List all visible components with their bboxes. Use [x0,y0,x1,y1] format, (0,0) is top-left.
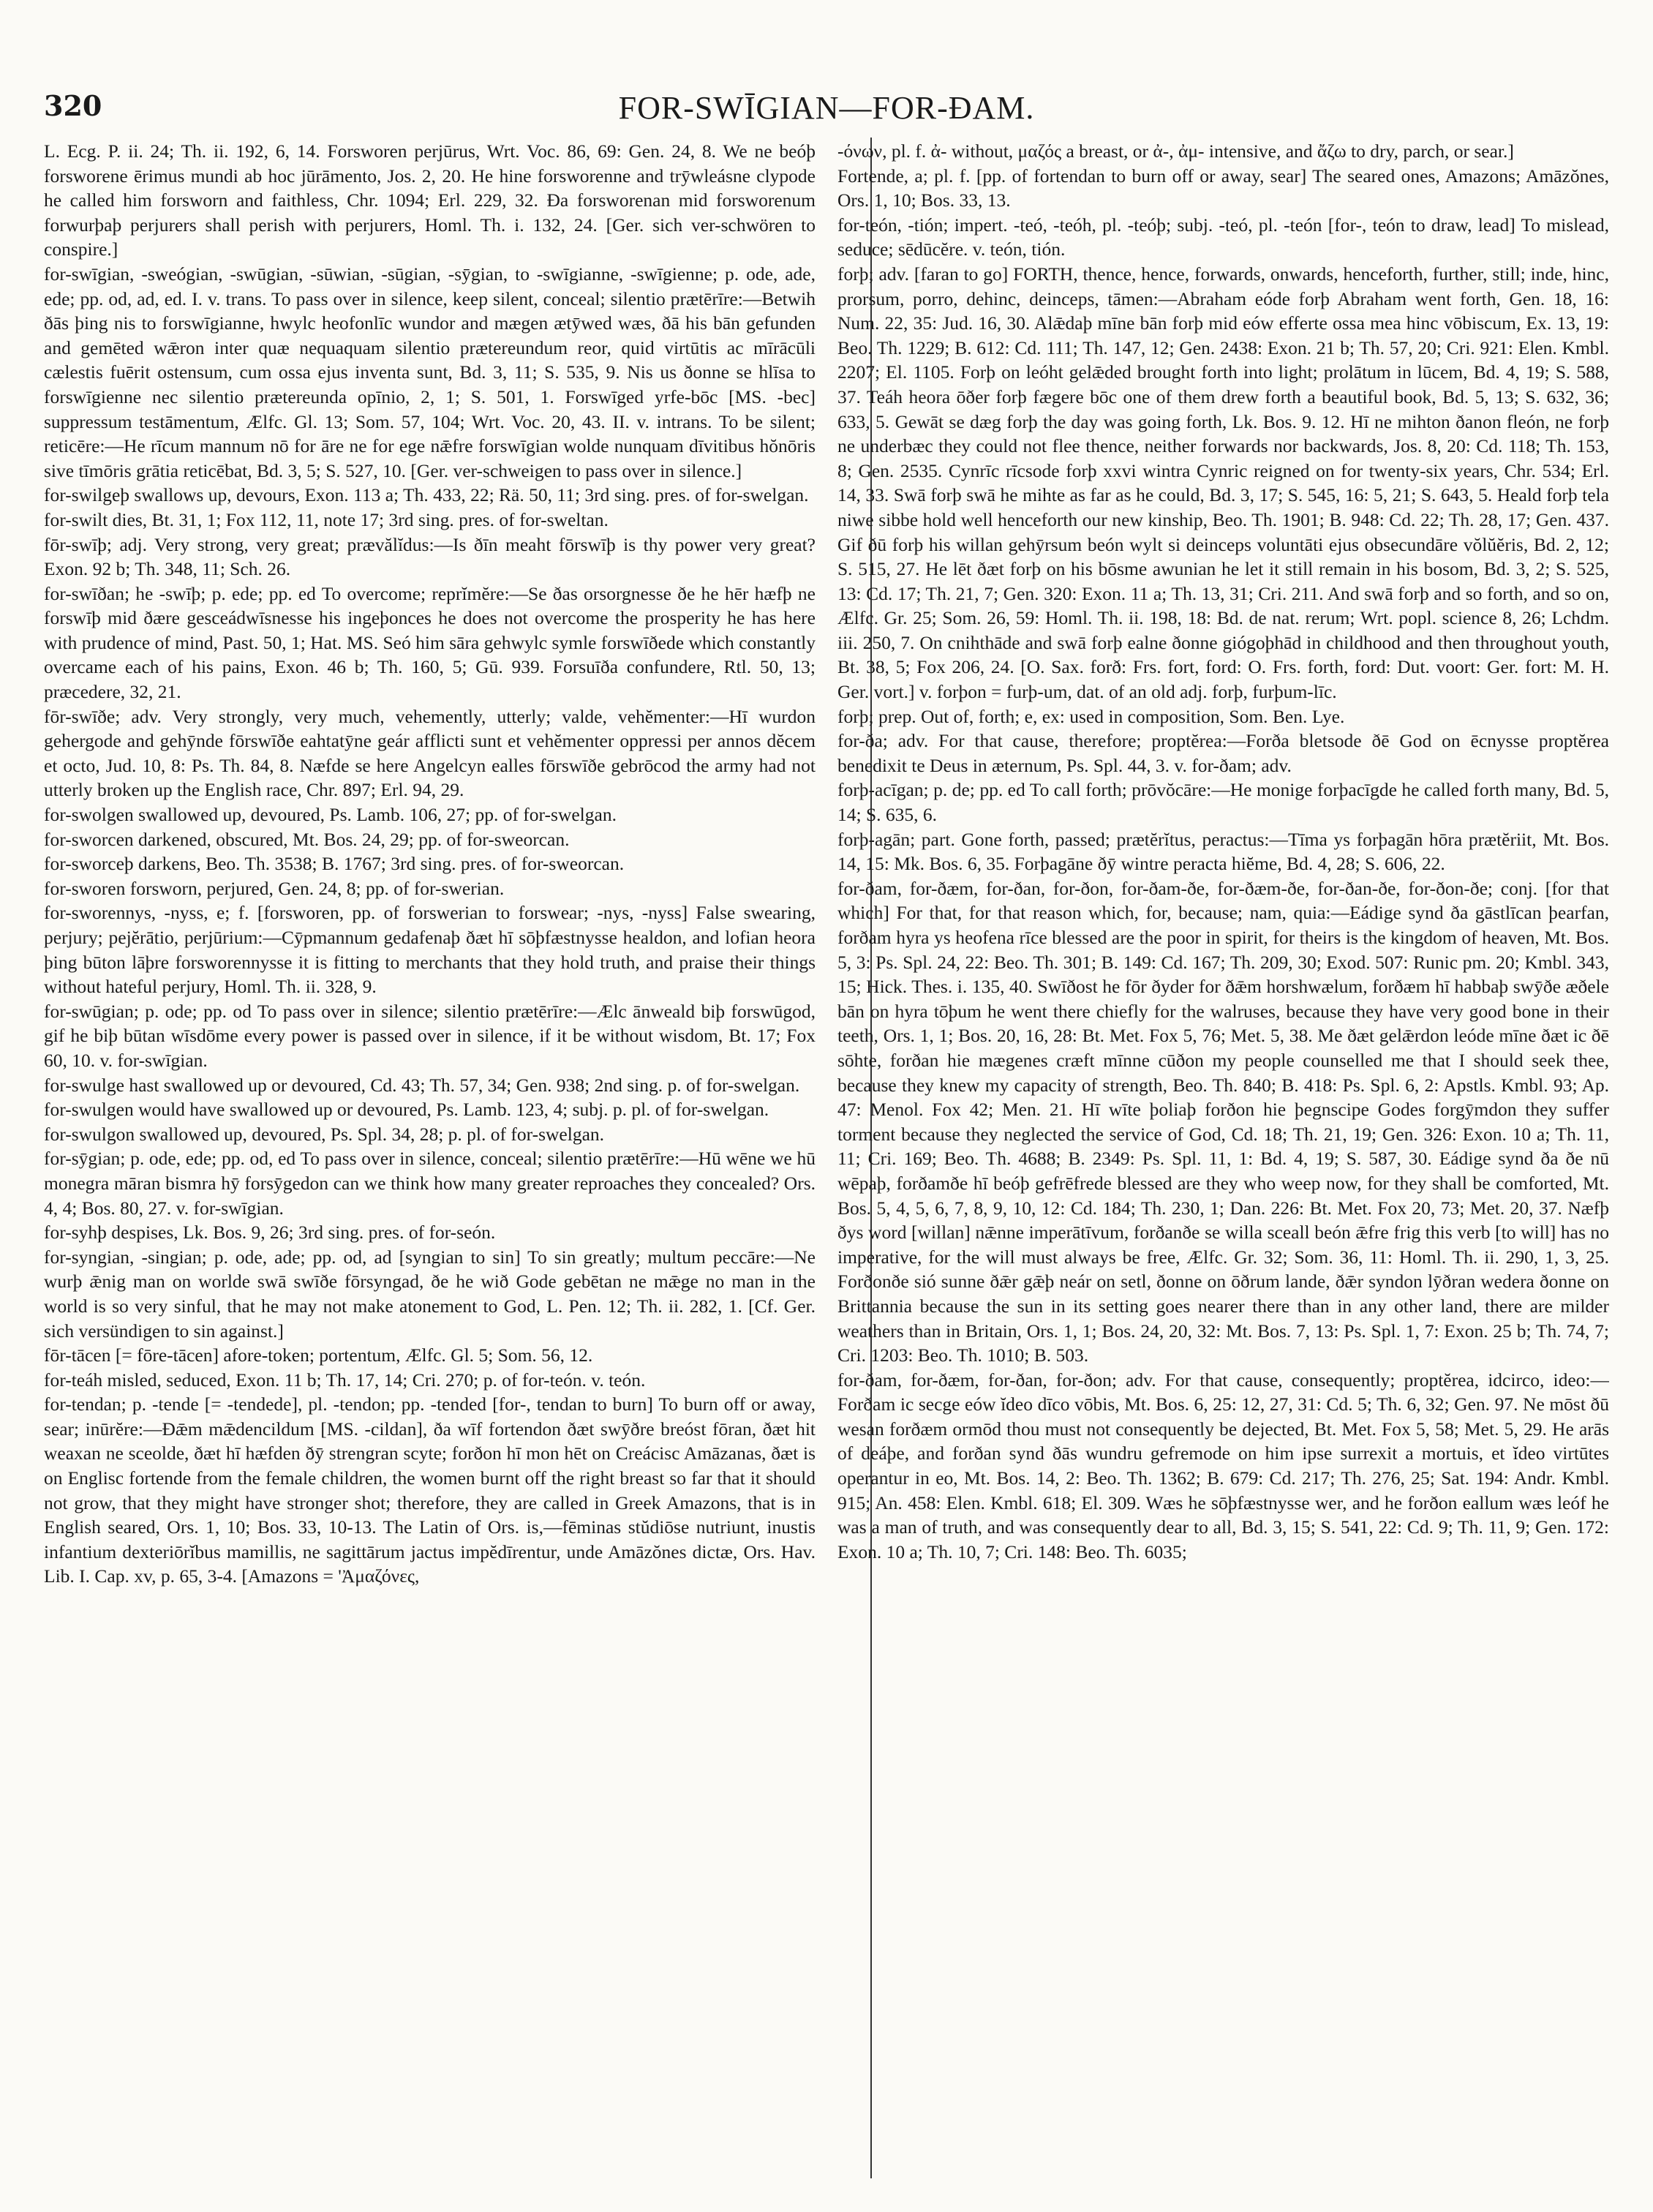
dictionary-entry: for-sȳgian; p. ode, ede; pp. od, ed To pass over in silence, conceal; silentio prætērīre:—Hū wēne we hū monegra māran bismra hȳ forsȳgedon can we think how many greater reproaches they concealed? Ors. 4, 4; Bos. 80, 27. v. for-swīgian. [44,1148,816,1219]
dictionary-entry: for-swolgen swallowed up, devoured, Ps. Lamb. 106, 27; pp. of for-swelgan. [44,804,617,826]
page-header [44,89,1609,133]
dictionary-entry: for-tendan; p. -tende [= -tendede], pl. -tendon; pp. -tended [for-, tendan to burn] To burn off or away, sear; inūrĕre:—Ðǣm mǣdencildum [MS. -cildan], ða wīf fortendon ðæt swȳðre breóst fōran, ðæt hit weaxan ne sceolde, ðæt hī hæfden ðȳ strengran scyte; forðon hī mon hēt on Creácisc Amāzanas, ðæt is on Englisc fortende from the female children, the women burnt off the right breast so far that it should not grow, that they might have stronger shot; therefore, they are called in Greek Amazons, that is in English seared, Ors. 1, 10; Bos. 33, 10-13. The Latin of Ors. is,—fēminas stŭdiōse nutriunt, inustis infantium dexteriōrĭbus mamillis, ne sagittārum jactus impĕdīrentur, unde Amāzŏnes dictæ, Ors. Hav. Lib. I. Cap. xv, p. 65, 3-4. [Amazons = 'Ἀμαζόνες, [44,1393,816,1587]
dictionary-entry: for-swīgian, -sweógian, -swūgian, -sūwian, -sūgian, -sȳgian, to -swīgianne, -swīgienne; p. ode, ade, ede; pp. od, ad, ed. I. v. trans. To pass over in silence, keep silent, conceal; silentio prætērīre:—Betwih ðās þing nis to forswīgianne, hwylc heofonlīc wundor and mægen ætȳwed wæs, ðā his bān gefunden and gemēted wǣron inter quæ nequaquam silentio prætereundum reor, quid virtūtis ac mīrācūli cælestis fuērit ostensum, cum ossa ejus inventa sunt, Bd. 3, 11; S. 535, 9. Nis us ðonne se hlīsa to forswīgienne nec silentio prætereunda opīnio, 2, 1; S. 501, 1. Forswīged yrfe-bōc [MS. -bec] suppressum testāmentum, Ælfc. Gl. 13; Som. 57, 104; Wrt. Voc. 20, 43. II. v. intrans. To be silent; reticēre:—He rīcum mannum nō for āre ne for ege nǣfre forswīgian wolde nunquam dīvitibus hŏnōris sive tīmōris grātia reticēbat, Bd. 3, 5; S. 527, 10. [Ger. ver-schweigen to pass over in silence.] [44,263,816,481]
dictionary-entry: for-swulgon swallowed up, devoured, Ps. Spl. 34, 28; p. pl. of for-swelgan. [44,1123,605,1145]
dictionary-entry: for-sworen forsworn, perjured, Gen. 24, 8; pp. of for-swerian. [44,877,505,899]
dictionary-entry: for-ða; adv. For that cause, therefore; proptĕrea:—Forða bletsode ðē God on ēcnysse proptĕrea benedixit te Deus in æternum, Ps. Spl. 44, 3. v. for-ðam; adv. [837,730,1609,776]
dictionary-entry: for-swīðan; he -swīþ; p. ede; pp. ed To overcome; reprĭmĕre:—Se ðas orsorgnesse ðe he hēr hæfþ ne forswīþ mid ðære gesceádwīsnesse his ingeþonces he does not overcome the prosperity he has here with prudence of mind, Past. 50, 1; Hat. MS. Seó him sāra gehwylc symle forswīðede which constantly overcame each of his pains, Exon. 46 b; Th. 160, 5; Gū. 939. Forsuīða confundere, Rtl. 50, 13; præcedere, 32, 21. [44,582,816,703]
dictionary-entry: fōr-tācen [= fōre-tācen] afore-token; portentum, Ælfc. Gl. 5; Som. 56, 12. [44,1344,593,1366]
dictionary-entry: Fortende, a; pl. f. [pp. of fortendan to burn off or away, sear] The seared ones, Amazons; Amāzŏnes, Ors. 1, 10; Bos. 33, 13. [837,165,1609,211]
dictionary-entry: forþ; prep. Out of, forth; e, ex: used in composition, Som. Ben. Lye. [837,705,1345,727]
dictionary-entry: forþ; adv. [faran to go] FORTH, thence, hence, forwards, onwards, henceforth, further, still; inde, hinc, prorsum, porro, dehinc, deinceps, tāmen:—Abraham eóde forþ Abraham went forth, Gen. 18, 16: Num. 22, 35: Jud. 16, 30. Alǣdaþ mīne bān forþ mid eów efferte ossa mea hinc vōbiscum, Ex. 13, 19: Beo. Th. 1229; B. 612: Cd. 111; Th. 147, 12; Gen. 2438: Exon. 21 b; Th. 57, 20; Cri. 921: Elen. Kmbl. 2207; El. 1105. Forþ on leóht gelǣded brought forth into light; prolātum in lūcem, Bd. 4, 19; S. 588, 37. Teáh heora ōðer forþ fægere bōc one of them drew forth a beautiful book, Bd. 5, 13; S. 632, 36; 633, 5. Gewāt se dæg forþ the day was going forth, Lk. Bos. 9. 12. Hī ne mihton ðanon fleón, ne forþ ne underbæc they could not flee thence, neither forwards nor backwards, Jos. 8, 20: Cd. 118; Th. 153, 8; Gen. 2535. Cynrīc rīcsode forþ xxvi wintra Cynric reigned on for twenty-six years, Chr. 534; Erl. 14, 33. Swā forþ swā he mihte as far as he could, Bd. 3, 17; S. 545, 16: 5, 21; S. 643, 5. Heald forþ tela niwe sibbe hold well henceforth our new kinship, Beo. Th. 1901; B. 948: Cd. 22; Th. 28, 17; Gen. 437. Gif ðū forþ his willan gehȳrsum beón wylt si deinceps voluntāti ejus obsecundāre vŏlŭĕris, Bd. 2, 12; S. 515, 27. He lēt ðæt forþ on his bōsme awunian he let it still remain in his bosom, Bd. 3, 2; S. 525, 13: Cd. 17; Th. 21, 7; Gen. 320: Exon. 11 a; Th. 13, 31; Cri. 211. And swā forþ and so forth, and so on, Ælfc. Gr. 25; Som. 26, 59: Homl. Th. ii. 198, 18: Bd. de nat. rerum; Wrt. popl. science 8, 26; Lchdm. iii. 250, 7. On cnihthāde and swā forþ ealne ðonne giógoþhād in childhood and then throughout youth, Bt. 38, 5; Fox 206, 24. [O. Sax. forð: Frs. fort, ford: O. Frs. forth, ford: Dut. voort: Ger. fort: M. H. Ger. vort.] v. forþon = furþ-um, dat. of an old adj. forþ, furþum-līc. [837,263,1609,703]
dictionary-entry: for-swūgian; p. ode; pp. od To pass over in silence; silentio prætērīre:—Ælc ānweald biþ forswūgod, gif he biþ būtan wīsdōme every power is passed over in silence, if it be without wisdom, Bt. 17; Fox 60, 10. v. for-swīgian. [44,1000,816,1071]
dictionary-entry: fōr-swīðe; adv. Very strongly, very much, vehemently, utterly; valde, vehĕmenter:—Hī wurdon gehergode and gehȳnde fōrswīðe eahtatȳne geár afflicti sunt et vehĕmenter oppressi per annos dĕcem et octo, Jud. 10, 8: Ps. Th. 84, 8. Næfde se here Angelcyn ealles fōrswīðe gebrōcod the army had not utterly broken up the English race, Chr. 897; Erl. 94, 29. [44,705,816,801]
dictionary-entry: for-teón, -tión; impert. -teó, -teóh, pl. -teóþ; subj. -teó, pl. -teón [for-, teón to draw, lead] To mislead, seduce; sēdūcĕre. v. teón, tión. [837,214,1609,260]
dictionary-entry: for-sworcen darkened, obscured, Mt. Bos. 24, 29; pp. of for-sweorcan. [44,828,570,850]
dictionary-entry: forþ-agān; part. Gone forth, passed; prætĕrĭtus, peractus:—Tīma ys forþagān hōra prætĕriit, Mt. Bos. 14, 15: Mk. Bos. 6, 35. Forþagāne ðȳ wintre peracta hiĕme, Bd. 4, 28; S. 606, 22. [837,828,1609,875]
right-column [837,139,1609,2180]
dictionary-entry: for-swulgen would have swallowed up or devoured, Ps. Lamb. 123, 4; subj. p. pl. of for-swelgan. [44,1099,769,1121]
left-column [44,139,816,2180]
dictionary-entry: fōr-swīþ; adj. Very strong, very great; prævălĭdus:—Is ðīn meaht fōrswīþ is thy power very great? Exon. 92 b; Th. 348, 11; Sch. 26. [44,533,816,580]
dictionary-entry: for-syngian, -singian; p. ode, ade; pp. od, ad [syngian to sin] To sin greatly; multum peccāre:—Ne wurþ ǣnig man on worlde swā swīðe fōrsyngad, ðe he wið Gode gebētan ne mǣge no man in the world is so very sinful, that he may not make atonement to God, L. Pen. 12; Th. ii. 282, 1. [Cf. Ger. sich versündigen to sin against.] [44,1246,816,1342]
dictionary-entry: for-sworceþ darkens, Beo. Th. 3538; B. 1767; 3rd sing. pres. of for-sweorcan. [44,853,625,875]
dictionary-entry: L. Ecg. P. ii. 24; Th. ii. 192, 6, 14. Forsworen perjūrus, Wrt. Voc. 86, 69: Gen. 24, 8. We ne beóþ forsworene ērimus mundi ab hoc jūrāmento, Jos. 2, 20. He hine forsworenne and trȳwleásne clypode he called him forsworn and faithless, Chr. 1094; Erl. 229, 32. Ða forsworenan mid forsworenum forwurþaþ perjurers shall perish with perjurers, Homl. Th. i. 132, 24. [Ger. sich ver-schwören to conspire.] [44,140,816,260]
dictionary-entry: for-swilt dies, Bt. 31, 1; Fox 112, 11, note 17; 3rd sing. pres. of for-sweltan. [44,508,609,530]
dictionary-entry: for-teáh misled, seduced, Exon. 11 b; Th. 17, 14; Cri. 270; p. of for-teón. v. teón. [44,1369,646,1391]
dictionary-entry: for-syhþ despises, Lk. Bos. 9, 26; 3rd sing. pres. of for-seón. [44,1222,496,1244]
page-number: 320 [44,89,102,122]
dictionary-entry: for-ðam, for-ðæm, for-ðan, for-ðon; adv. For that cause, consequently; proptĕrea, idcirco, ideo:—Forðam ic secge eów ĭdeo dīco vōbis, Mt. Bos. 6, 25: 12, 27, 31: Cd. 5; Th. 6, 32; Gen. 97. Ne mōst ðū wesan forðæm ormōd thou must not consequently be dejected, Bt. Met. Fox 5, 58; Met. 5, 29. He arās of deáþe, and forðan synd ðās wundru gefremode on him ipse surrexit a mortuis, et ĭdeo virtūtes operantur in eo, Mt. Bos. 14, 2: Beo. Th. 1362; B. 679: Cd. 217; Th. 276, 25; Sat. 194: Andr. Kmbl. 915; An. 458: Elen. Kmbl. 618; El. 309. Wæs he sōþfæstnysse wer, and he forðon eallum wæs leóf he was a man of truth, and was consequently dear to all, Bd. 3, 15; S. 541, 22: Cd. 9; Th. 11, 9; Gen. 172: Exon. 10 a; Th. 10, 7; Cri. 148: Beo. Th. 6035; [837,1369,1609,1562]
running-head: FOR-SWĪGIAN—FOR-ÐAM. [618,90,1035,126]
dictionary-columns [44,139,1609,2180]
dictionary-entry: for-swilgeþ swallows up, devours, Exon. 113 a; Th. 433, 22; Rä. 50, 11; 3rd sing. pres. of for-swelgan. [44,484,809,506]
dictionary-entry: forþ-acīgan; p. de; pp. ed To call forth; prōvŏcāre:—He monige forþacīgde he called forth many, Bd. 5, 14; S. 635, 6. [837,779,1609,826]
dictionary-entry: -όνων, pl. f. ἀ- without, μαζός a breast, or ἀ-, ἀμ- intensive, and ἄζω to dry, parch, or sear.] [837,140,1514,162]
dictionary-entry: for-ðam, for-ðæm, for-ðan, for-ðon, for-ðam-ðe, for-ðæm-ðe, for-ðan-ðe, for-ðon-ðe; conj. [for that which] For that, for that reason which, for, because; nam, quia:—Eádige synd ða gāstlīcan þearfan, forðam hyra ys heofena rīce blessed are the poor in spirit, for theirs is the kingdom of heaven, Mt. Bos. 5, 3: Ps. Spl. 24, 22: Beo. Th. 301; B. 149: Cd. 167; Th. 209, 30; Exod. 507: Runic pm. 20; Kmbl. 343, 15; Hick. Thes. i. 135, 40. Swīðost he fōr ðyder for ðǣm horshwælum, forðæm hī habbaþ swȳðe æðele bān on hyra tōþum he went there chiefly for the walruses, because they have very good bone in their teeth, Ors. 1, 1; Bos. 20, 16, 28: Bt. Met. Fox 5, 76; Met. 5, 38. Me ðæt gelǣrdon leóde mīne ðæt ic ðē sōhte, forðan hie mægenes cræft mīnne cūðon my people counselled me that I should seek thee, because they knew my capacity of strength, Beo. Th. 840; B. 418: Ps. Spl. 6, 2: Apstls. Kmbl. 93; Ap. 47: Menol. Fox 42; Men. 21. Hī wīte þoliaþ forðon hie þegnscipe Godes forgȳmdon they suffer torment because they neglected the service of God, Cd. 18; Th. 21, 19; Gen. 326: Exon. 10 a; Th. 11, 11; Cri. 169; Beo. Th. 4688; B. 2349: Ps. Spl. 11, 1: Bd. 4, 19; S. 587, 30. Eádige synd ða ðe nū wēpaþ, forðamðe hī beóþ gefrēfrede blessed are they who weep now, for they shall be comforted, Mt. Bos. 5, 4, 5, 6, 7, 8, 9, 10, 12: Cd. 184; Th. 230, 1; Dan. 226: Bt. Met. Fox 20, 73; Met. 20, 37. Næfþ ðys word [willan] nǣnne imperātīvum, forðanðe se willa sceall beón ǣfre frig this verb [to will] has no imperative, for the will must always be free, Ælfc. Gr. 32; Som. 36, 11: Homl. Th. ii. 290, 1, 3, 25. Forðonðe sió sunne ðǣr gǣþ neár on setl, ðonne on ōðrum lande, ðǣr syndon lȳðran wedera ðonne on Brittannia because the sun in its setting goes nearer there than in any other land, there are milder weathers than in Britain, Ors. 1, 1; Bos. 24, 20, 32: Mt. Bos. 7, 13: Ps. Spl. 1, 7: Exon. 25 b; Th. 74, 7; Cri. 1203: Beo. Th. 1010; B. 503. [837,877,1609,1366]
dictionary-entry: for-sworennys, -nyss, e; f. [forsworen, pp. of forswerian to forswear; -nys, -nyss] False swearing, perjury; pejĕrātio, perjūrium:—Cȳpmannum gedafenaþ ðæt hī sōþfæstnysse healdon, and lofian heora þing būton lāþre forsworennysse it is fitting to merchants that they hold truth, and praise their things without hateful perjury, Homl. Th. ii. 328, 9. [44,902,816,998]
dictionary-entry: for-swulge hast swallowed up or devoured, Cd. 43; Th. 57, 34; Gen. 938; 2nd sing. p. of for-swelgan. [44,1074,800,1096]
